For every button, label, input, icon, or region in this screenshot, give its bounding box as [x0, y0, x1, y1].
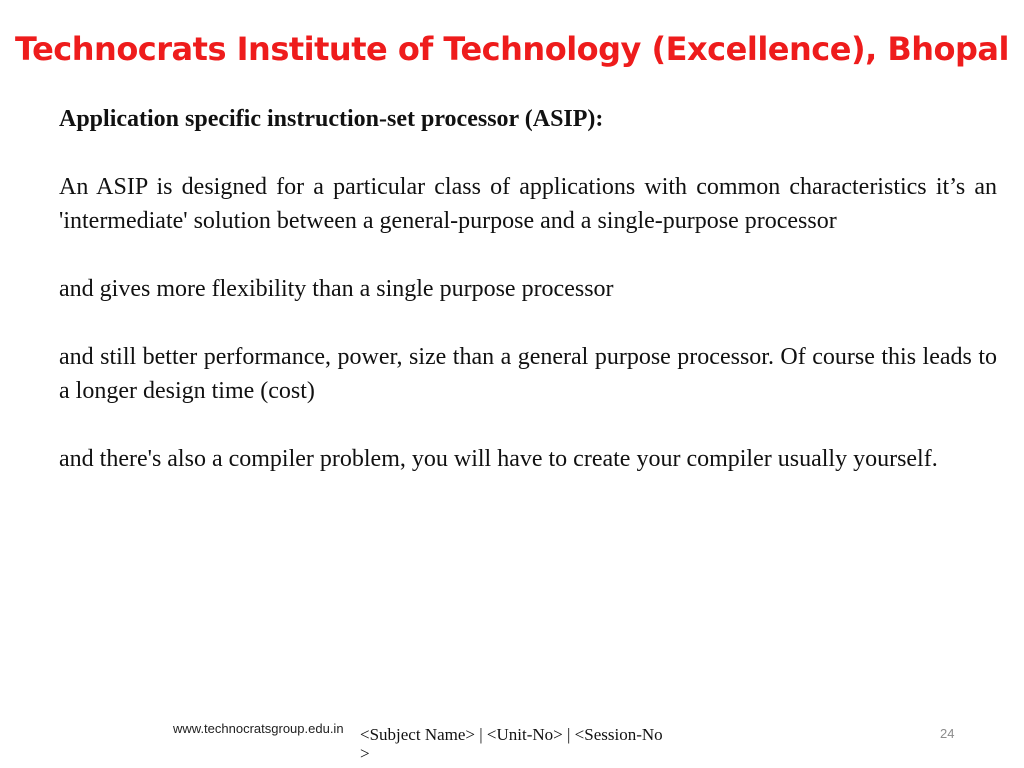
paragraph-compiler: and there's also a compiler problem, you will have to create your compiler usually yourself.: [59, 446, 938, 472]
slide-body: [59, 102, 997, 476]
footer-website: www.technocratsgroup.edu.in: [173, 721, 344, 736]
footer-subject-info: <Subject Name> | <Unit-No> | <Session-No>: [360, 725, 663, 763]
section-heading: Application specific instruction-set processor (ASIP):: [59, 106, 604, 132]
paragraph-flexibility: and gives more flexibility than a single purpose processor: [59, 276, 614, 302]
paragraph-definition: An ASIP is designed for a particular class of applications with common characteristics it’s an 'intermediate' solution between a general-purpose and a single-purpose processor: [59, 174, 997, 234]
page-number: 24: [940, 726, 955, 741]
slide-title: Technocrats Institute of Technology (Excellence), Bhopal: [15, 30, 1009, 68]
paragraph-performance: and still better performance, power, size than a general purpose processor. Of course this leads to a longer design time (cost): [59, 344, 997, 404]
